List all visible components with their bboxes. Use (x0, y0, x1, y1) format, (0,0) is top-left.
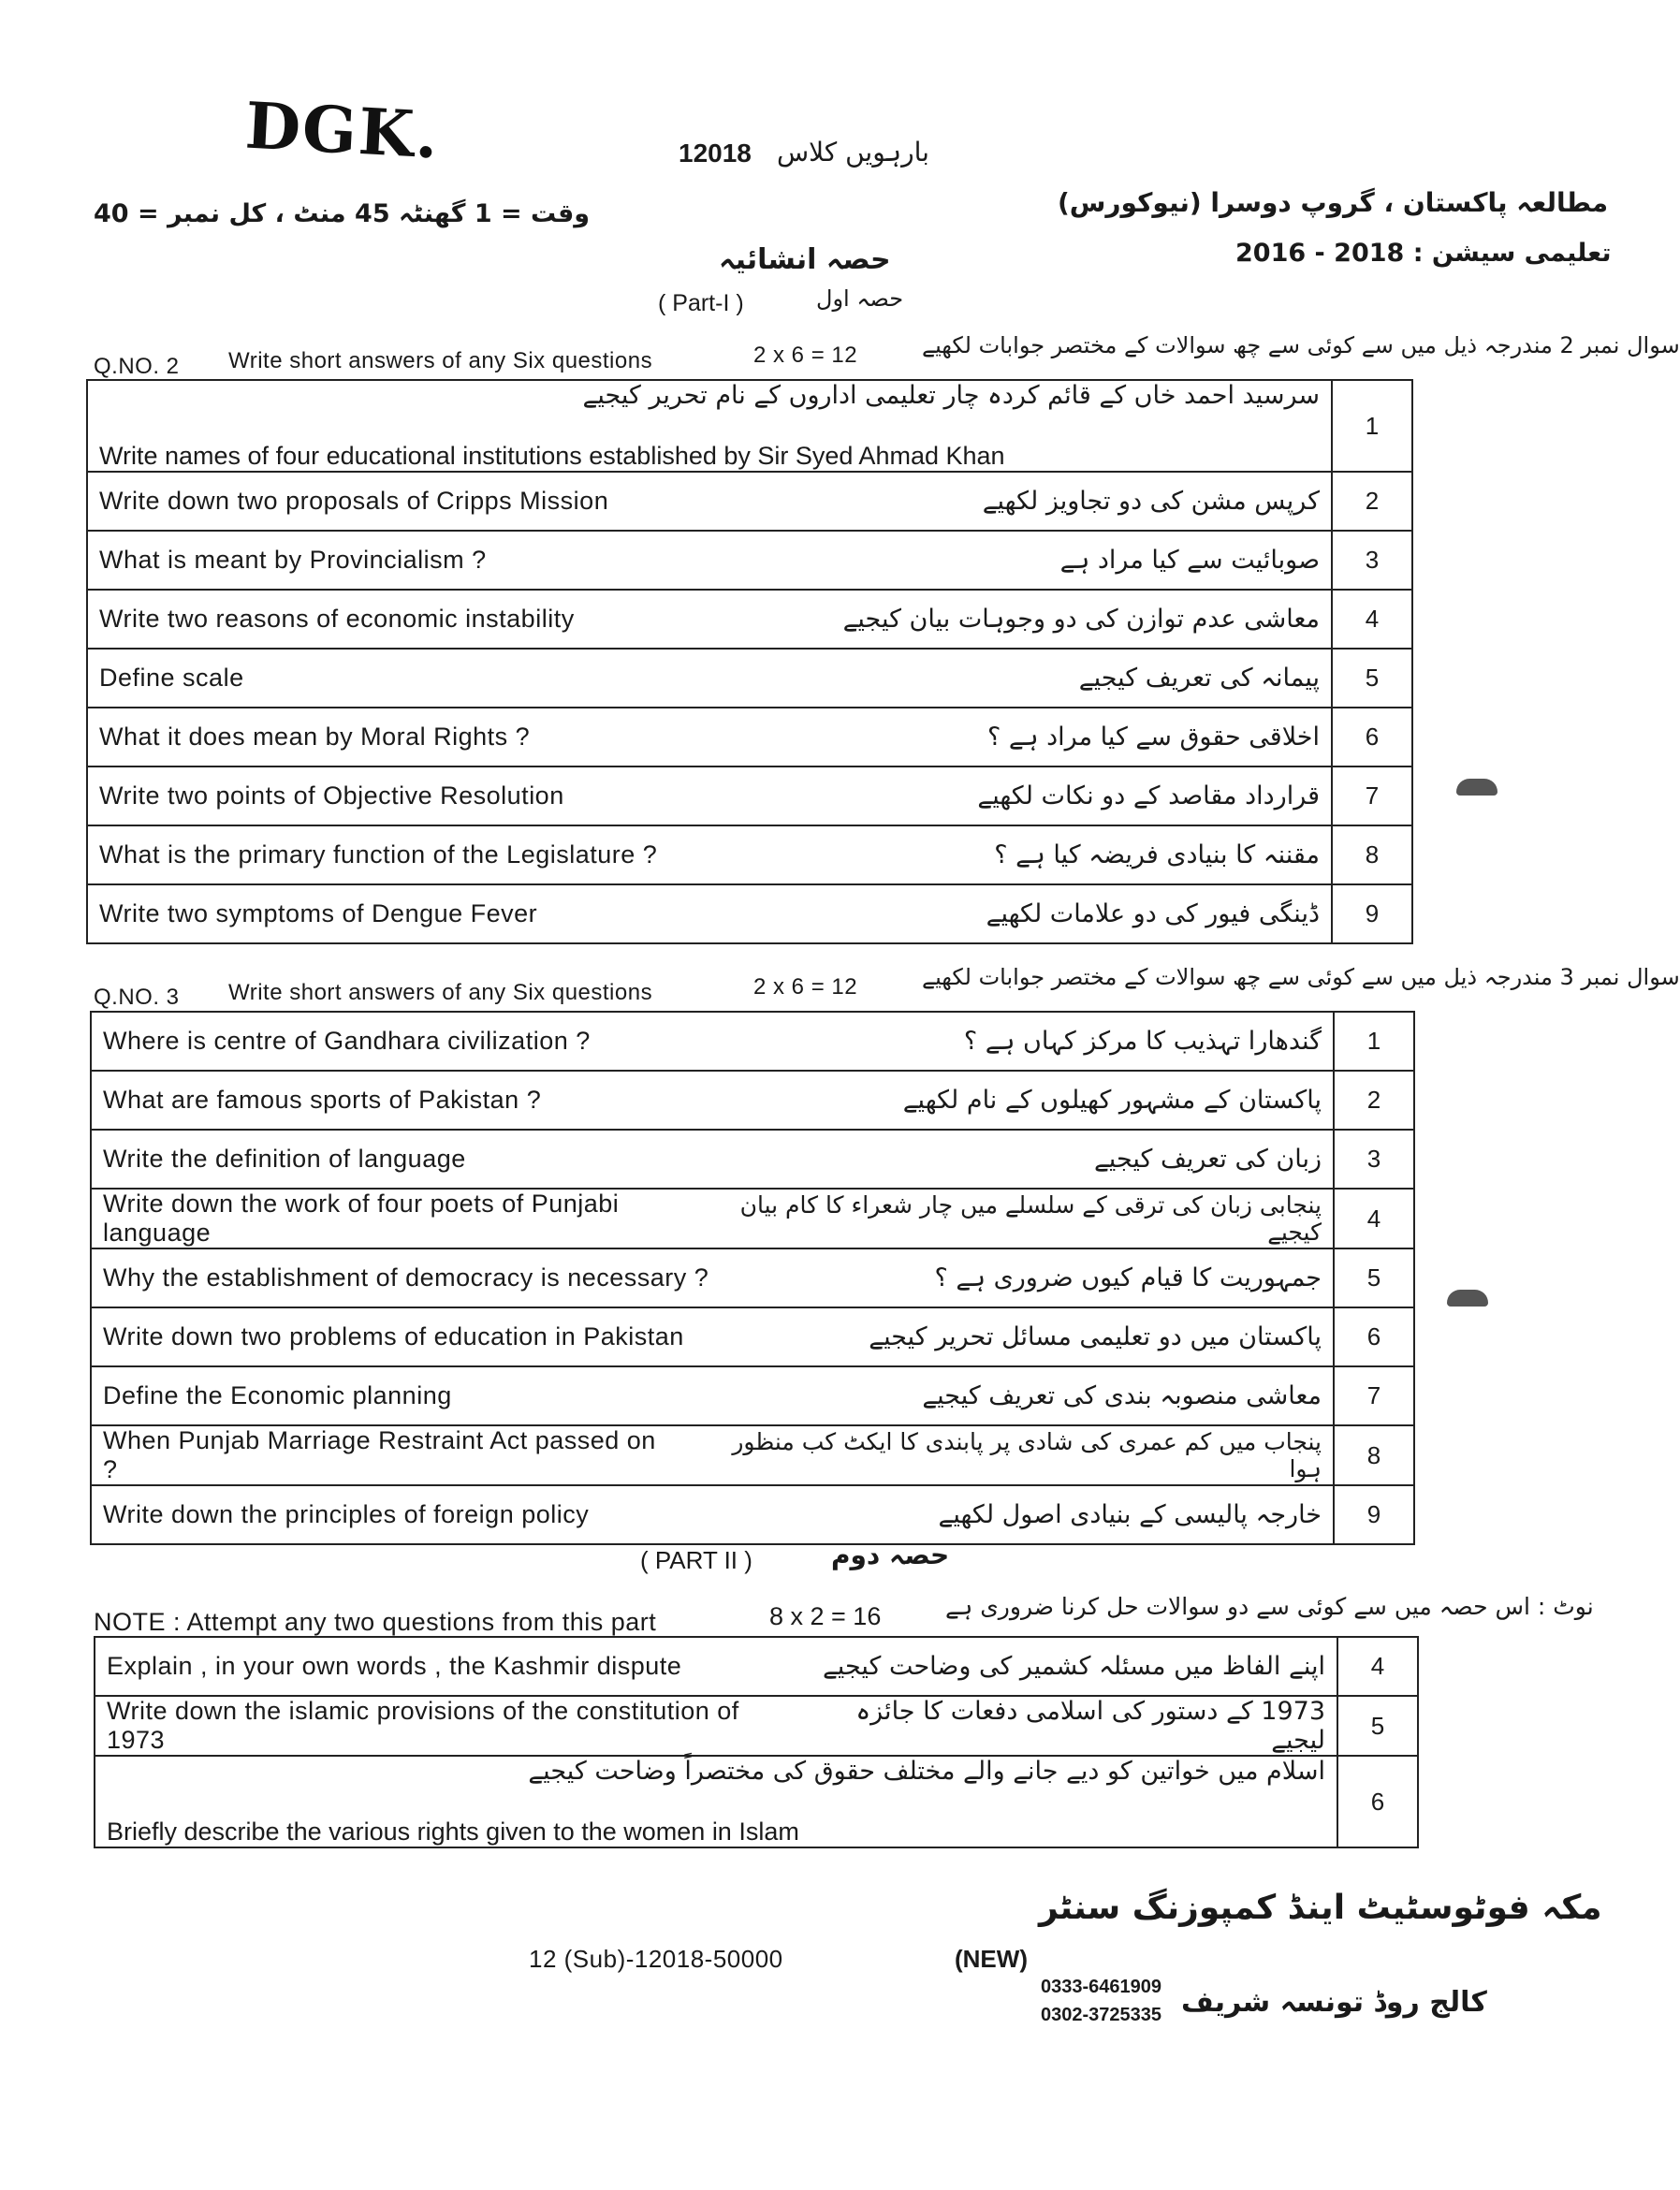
question-urdu: پنجاب میں کم عمری کی شادی پر پابندی کا ایکٹ کب منظور ہوا (732, 1428, 1322, 1482)
question-urdu: اسلام میں خواتین کو دیے جانے والے مختلف حقوق کی مختصراً وضاحت کیجیے (528, 1757, 1325, 1786)
question-text: Briefly describe the various rights given to the women in Islam (107, 1818, 799, 1846)
question-text: Write down the principles of foreign policy (103, 1500, 590, 1528)
question-number: 5 (1332, 649, 1412, 708)
question-urdu: 1973 کے دستور کی اسلامی دفعات کا جائزہ لیجیے (855, 1697, 1325, 1755)
class-urdu: بارہویں کلاس (777, 137, 929, 168)
stamp-address-urdu: کالج روڈ تونسہ شریف (1181, 1986, 1487, 2019)
question-urdu: کرپس مشن کی دو تجاویز لکھیے (982, 487, 1320, 516)
table-row (91, 1248, 1414, 1307)
part2-note: NOTE : Attempt any two questions from this part (94, 1608, 657, 1636)
table-row (91, 1130, 1414, 1189)
q3-instruction-urdu: سوال نمبر 3 مندرجہ ذیل میں سے کوئی سے چھ سوالات کے مختصر جوابات لکھیے (922, 964, 1680, 990)
question-text: What it does mean by Moral Rights ? (99, 723, 531, 751)
question-text: Write down the islamic provisions of the constitution of 1973 (107, 1697, 739, 1754)
question-number: 3 (1332, 531, 1412, 590)
question-number: 2 (1332, 472, 1412, 531)
question-urdu: گندھارا تہذیب کا مرکز کہاں ہے ؟ (963, 1027, 1322, 1056)
paper-code: 12 (Sub)-12018-50000 (529, 1945, 783, 1973)
question-number: 7 (1334, 1366, 1414, 1425)
q2-label: Q.NO. 2 (94, 354, 180, 379)
q3-instruction: Write short answers of any Six questions (228, 980, 653, 1005)
question-text: Where is centre of Gandhara civilization ? (103, 1027, 591, 1055)
question-text: Define scale (99, 664, 244, 692)
section-title-urdu: حصہ انشائیہ (719, 243, 891, 276)
question-urdu: زبان کی تعریف کیجیے (1093, 1145, 1322, 1174)
question-text: Write two points of Objective Resolution (99, 781, 564, 810)
question-number: 8 (1334, 1425, 1414, 1485)
question-urdu: ڈینگی فیور کی دو علامات لکھیے (986, 899, 1320, 928)
question-urdu: پاکستان میں دو تعلیمی مسائل تحریر کیجیے (869, 1322, 1322, 1351)
question-number: 2 (1334, 1071, 1414, 1130)
question-text: Write two reasons of economic instability (99, 605, 575, 633)
question-urdu: پنجابی زبان کی ترقی کے سلسلے میں چار شعراء کا کام بیان کیجیے (739, 1191, 1322, 1246)
part2-urdu: حصہ دوم (831, 1540, 950, 1570)
part1-label: ( Part-I ) (658, 290, 744, 316)
table-row (95, 1756, 1418, 1847)
table-row (87, 825, 1412, 884)
stamp-phone-2: 0302-3725335 (1041, 2005, 1162, 2025)
question-text: When Punjab Marriage Restraint Act passed on ? (103, 1426, 656, 1483)
question-text: Explain , in your own words , the Kashmir dispute (107, 1652, 682, 1680)
table-row (87, 708, 1412, 766)
table-row (91, 1485, 1414, 1544)
q2-table (86, 379, 1413, 944)
question-number: 3 (1334, 1130, 1414, 1189)
question-urdu: پاکستان کے مشہور کھیلوں کے نام لکھیے (902, 1086, 1322, 1115)
time-marks-urdu: وقت = 1 گھنٹہ 45 منٹ ، کل نمبر = 40 (94, 199, 591, 228)
question-text: Write the definition of language (103, 1145, 466, 1173)
scan-artifact (1456, 779, 1497, 796)
part2-label: ( PART II ) (640, 1546, 752, 1574)
q2-instruction-urdu: سوال نمبر 2 مندرجہ ذیل میں سے کوئی سے چھ سوالات کے مختصر جوابات لکھیے (922, 332, 1680, 358)
class-code: 12018 (679, 139, 752, 168)
table-row (91, 1012, 1414, 1071)
table-row (87, 380, 1412, 472)
stamp-phone-1: 0333-6461909 (1041, 1977, 1162, 1997)
table-row (95, 1696, 1418, 1756)
question-text: Write down two proposals of Cripps Mission (99, 487, 609, 515)
part2-table (94, 1636, 1419, 1848)
question-number: 5 (1337, 1696, 1418, 1756)
q2-instruction: Write short answers of any Six questions (228, 348, 653, 373)
question-number: 1 (1334, 1012, 1414, 1071)
question-text: What is meant by Provincialism ? (99, 546, 487, 574)
q2-marks: 2 x 6 = 12 (753, 343, 858, 368)
question-urdu: اخلاقی حقوق سے کیا مراد ہے ؟ (987, 723, 1320, 752)
question-urdu: جمہوریت کا قیام کیوں ضروری ہے ؟ (934, 1263, 1322, 1292)
scan-artifact (1447, 1290, 1488, 1307)
part1-urdu: حصہ اول (816, 285, 904, 312)
table-row (87, 472, 1412, 531)
question-number: 4 (1334, 1189, 1414, 1248)
new-label: (NEW) (955, 1945, 1028, 1973)
question-text: Write down two problems of education in Pakistan (103, 1322, 684, 1350)
question-number: 9 (1332, 884, 1412, 943)
question-number: 4 (1332, 590, 1412, 649)
table-row (91, 1307, 1414, 1366)
question-urdu: معاشی عدم توازن کی دو وجوہات بیان کیجیے (842, 605, 1320, 634)
table-row (91, 1366, 1414, 1425)
question-number: 9 (1334, 1485, 1414, 1544)
table-row (91, 1425, 1414, 1485)
question-number: 6 (1332, 708, 1412, 766)
question-urdu: قرارداد مقاصد کے دو نکات لکھیے (977, 781, 1320, 810)
question-text: Write down the work of four poets of Punjabi language (103, 1190, 620, 1247)
question-number: 5 (1334, 1248, 1414, 1307)
question-text: Write names of four educational institutions established by Sir Syed Ahmad Khan (99, 442, 1005, 470)
table-row (91, 1071, 1414, 1130)
table-row (91, 1189, 1414, 1248)
question-urdu: اپنے الفاظ میں مسئلہ کشمیر کی وضاحت کیجیے (822, 1652, 1325, 1681)
table-row (87, 649, 1412, 708)
question-urdu: معاشی منصوبہ بندی کی تعریف کیجیے (922, 1381, 1322, 1410)
stamp-name-urdu: مکہ فوٹوسٹیٹ اینڈ کمپوزنگ سنٹر (1039, 1889, 1602, 1927)
question-text: Write two symptoms of Dengue Fever (99, 899, 538, 927)
question-number: 1 (1332, 380, 1412, 472)
q3-marks: 2 x 6 = 12 (753, 974, 858, 1000)
question-number: 4 (1337, 1637, 1418, 1696)
question-urdu: پیمانہ کی تعریف کیجیے (1078, 664, 1320, 693)
table-row (87, 531, 1412, 590)
question-number: 6 (1337, 1756, 1418, 1847)
question-urdu: صوبائیت سے کیا مراد ہے (1059, 546, 1320, 575)
question-text: What are famous sports of Pakistan ? (103, 1086, 542, 1114)
handwritten-mark: DGK. (243, 88, 442, 174)
question-number: 8 (1332, 825, 1412, 884)
question-number: 6 (1334, 1307, 1414, 1366)
table-row (95, 1637, 1418, 1696)
question-text: Why the establishment of democracy is necessary ? (103, 1263, 709, 1292)
part2-note-urdu: نوٹ : اس حصہ میں سے کوئی سے دو سوالات حل کرنا ضروری ہے (945, 1593, 1594, 1620)
question-urdu: سرسید احمد خاں کے قائم کردہ چار تعلیمی اداروں کے نام تحریر کیجیے (582, 381, 1320, 410)
question-number: 7 (1332, 766, 1412, 825)
q3-table (90, 1011, 1415, 1545)
q3-label: Q.NO. 3 (94, 985, 180, 1010)
part2-marks: 8 x 2 = 16 (769, 1602, 882, 1630)
question-text: What is the primary function of the Legislature ? (99, 840, 658, 869)
question-urdu: خارجہ پالیسی کے بنیادی اصول لکھیے (938, 1500, 1322, 1529)
question-urdu: مقننہ کا بنیادی فریضہ کیا ہے ؟ (994, 840, 1320, 869)
subject-urdu: مطالعہ پاکستان ، گروپ دوسرا (نیوکورس) (1058, 187, 1609, 218)
table-row (87, 590, 1412, 649)
session-urdu: تعلیمی سیشن : 2018 - 2016 (1235, 239, 1612, 268)
table-row (87, 884, 1412, 943)
question-text: Define the Economic planning (103, 1381, 452, 1409)
table-row (87, 766, 1412, 825)
